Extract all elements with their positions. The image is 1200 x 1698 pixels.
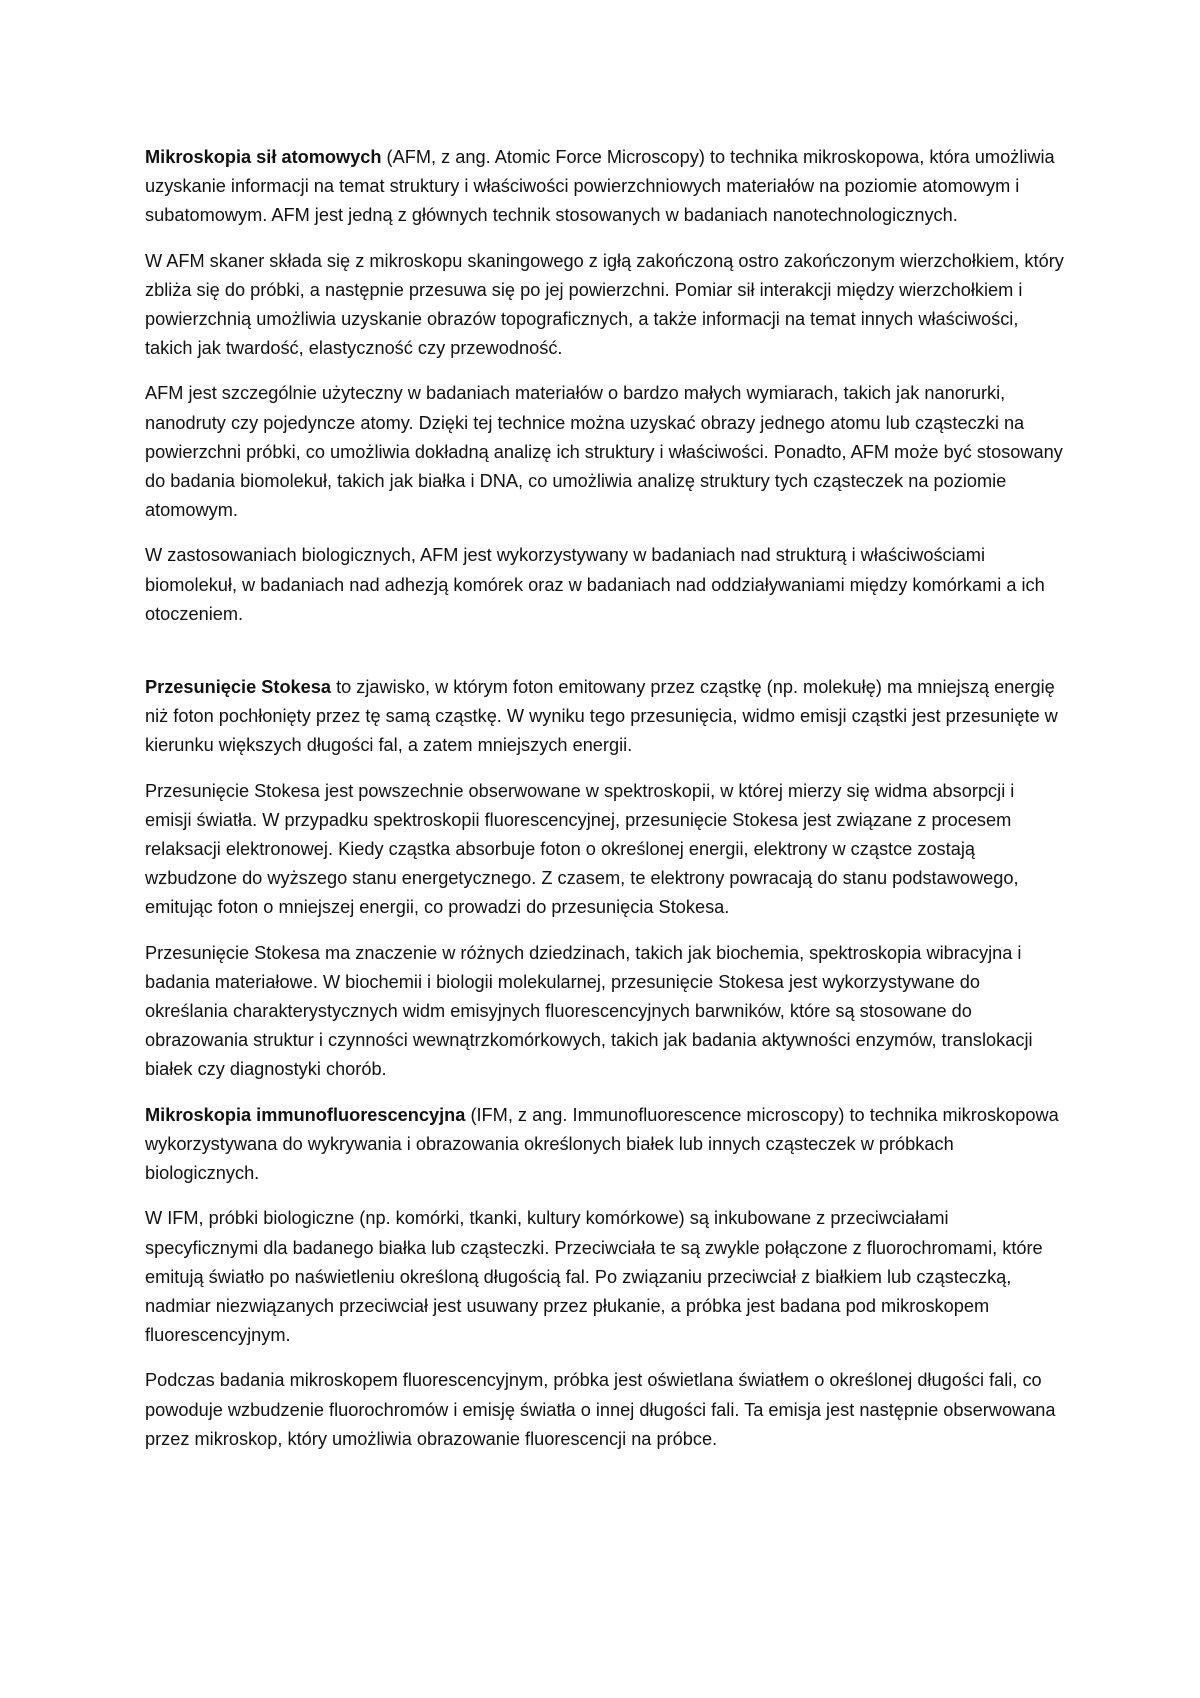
term-ifm: Mikroskopia immunofluorescencyjna (145, 1104, 466, 1125)
document-page (145, 143, 1065, 1470)
paragraph-stokes-applications (145, 939, 1065, 1085)
paragraph-text: W zastosowaniach biologicznych, AFM jest wykorzystywany w badaniach nad strukturą i właściwościami biomolekuł, w badaniach nad adhezją komórek oraz w badaniach nad oddziaływaniami między komórkami a ich otoczeniem. (145, 545, 1045, 624)
paragraph-stokes-intro (145, 673, 1065, 761)
paragraph-ifm-intro (145, 1101, 1065, 1189)
paragraph-afm-intro (145, 143, 1065, 231)
paragraph-text: Podczas badania mikroskopem fluorescencyjnym, próbka jest oświetlana światłem o określonej długości fali, co powoduje wzbudzenie fluorochromów i emisję światła o innej długości fali. Ta emisja jest następnie obserwowana przez mikroskop, który umożliwia obrazowanie fluorescencji na próbce. (145, 1370, 1056, 1449)
paragraph-afm-scanner (145, 247, 1065, 364)
paragraph-ifm-observation (145, 1366, 1065, 1454)
paragraph-text: to zjawisko, w którym foton emitowany przez cząstkę (np. molekułę) ma mniejszą energię niż foton pochłonięty przez tę samą cząstkę. W wyniku tego przesunięcia, widmo emisji cząstki jest przesunięte w kierunku większych długości fal, a zatem mniejszych energii. (145, 677, 1058, 756)
paragraph-ifm-procedure (145, 1204, 1065, 1350)
term-afm: Mikroskopia sił atomowych (145, 147, 382, 167)
paragraph-stokes-spectroscopy (145, 777, 1065, 923)
term-stokes-shift: Przesunięcie Stokesa (145, 677, 332, 698)
paragraph-afm-uses (145, 379, 1065, 525)
paragraph-text: W AFM skaner składa się z mikroskopu skaningowego z igłą zakończoną ostro zakończonym wierzchołkiem, który zbliża się do próbki, a następnie przesuwa się po jej powierzchni. Pomiar sił interakcji między wierzchołkiem i powierzchnią umożliwia uzyskanie obrazów topograficznych, a także informacji na temat innych właściwości, takich jak twardość, elastyczność czy przewodność. (145, 250, 1064, 359)
paragraph-text: AFM jest szczególnie użyteczny w badaniach materiałów o bardzo małych wymiarach, takich jak nanorurki, nanodruty czy pojedyncze atomy. Dzięki tej technice można uzyskać obrazy jednego atomu lub cząsteczki na powierzchni próbki, co umożliwia dokładną analizę ich struktury i właściwości. Ponadto, AFM może być stosowany do badania biomolekuł, takich jak białka i DNA, co umożliwia analizę struktury tych cząsteczek na poziomie atomowym. (145, 383, 1063, 521)
paragraph-text: (AFM, z ang. Atomic Force Microscopy) to technika mikroskopowa, która umożliwia uzyskanie informacji na temat struktury i właściwości powierzchniowych materiałów na poziomie atomowym i subatomowym. AFM jest jedną z głównych technik stosowanych w badaniach nanotechnologicznych. (145, 147, 1055, 226)
paragraph-afm-biology (145, 541, 1065, 629)
paragraph-text: (IFM, z ang. Immunofluorescence microscopy) to technika mikroskopowa wykorzystywana do wykrywania i obrazowania określonych białek lub innych cząsteczek w próbkach biologicznych. (145, 1104, 1059, 1184)
paragraph-text: Przesunięcie Stokesa ma znaczenie w różnych dziedzinach, takich jak biochemia, spektroskopia wibracyjna i badania materiałowe. W biochemii i biologii molekularnej, przesunięcie Stokesa jest wykorzystywane do określania charakterystycznych widm emisyjnych fluorescencyjnych barwników, które są stosowane do obrazowania struktur i czynności wewnątrzkomórkowych, takich jak badania aktywności enzymów, translokacji białek czy diagnostyki chorób. (145, 942, 1033, 1080)
paragraph-text: Przesunięcie Stokesa jest powszechnie obserwowane w spektroskopii, w której mierzy się widma absorpcji i emisji światła. W przypadku spektroskopii fluorescencyjnej, przesunięcie Stokesa jest związane z procesem relaksacji elektronowej. Kiedy cząstka absorbuje foton o określonej energii, elektrony w cząstce zostają wzbudzone do wyższego stanu energetycznego. Z czasem, te elektrony powracają do stanu podstawowego, emitując foton o mniejszej energii, co prowadzi do przesunięcia Stokesa. (145, 780, 1019, 918)
paragraph-text: W IFM, próbki biologiczne (np. komórki, tkanki, kultury komórkowe) są inkubowane z przeciwciałami specyficznymi dla badanego białka lub cząsteczki. Przeciwciała te są zwykle połączone z fluorochromami, które emitują światło po naświetleniu określoną długością fal. Po związaniu przeciwciał z białkiem lub cząsteczką, nadmiar niezwiązanych przeciwciał jest usuwany przez płukanie, a próbka jest badana pod mikroskopem fluorescencyjnym. (145, 1208, 1043, 1346)
